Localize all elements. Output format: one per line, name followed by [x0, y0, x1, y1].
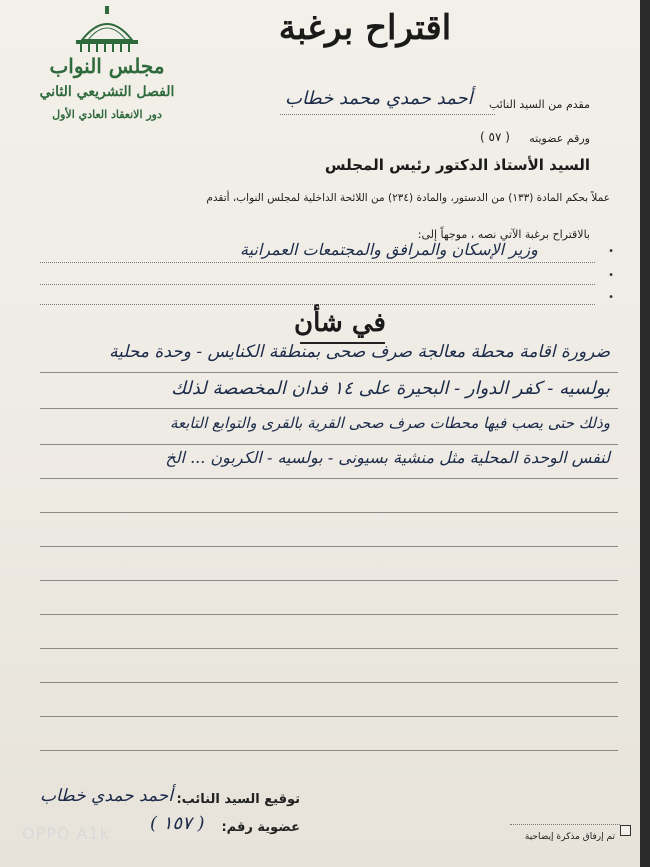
parliament-logo [22, 6, 192, 126]
proposal-label: بالاقتراح برغبة الآتي نصه ، موجهاً إلى: [417, 228, 590, 241]
bullet-2: • [608, 270, 614, 281]
body-line-4: لنفس الوحدة المحلية مثل منشية بسيونى - بولسيه - الكربون ... الخ [165, 448, 610, 467]
ruled-line [40, 614, 618, 615]
attachment-label: تم إرفاق مذكرة إيضاحية [524, 832, 615, 842]
dome-icon [72, 6, 142, 54]
membership-value: ( ٥٧ ) [480, 130, 510, 144]
submitted-by-line [280, 114, 495, 115]
ruled-line [40, 512, 618, 513]
membership-no-label: عضوية رقم: [221, 820, 300, 835]
signature-value: أحمد حمدي خطاب [40, 786, 173, 806]
submitted-by-value: أحمد حمدي محمد خطاب [285, 88, 473, 109]
body-line-2: بولسيه - كفر الدوار - البحيرة على ١٤ فدان المخصصة لذلك [171, 378, 610, 399]
table-background [640, 0, 650, 867]
ruled-line [40, 444, 618, 445]
ruled-line [40, 580, 618, 581]
attachment-checkbox [620, 825, 631, 836]
signature-label: توقيع السيد النائب: [176, 792, 300, 807]
attachment-line [510, 824, 620, 825]
recipient-line-3 [40, 304, 595, 305]
recipient-line-2 [40, 284, 595, 285]
logo-session: دور الانعقاد العادي الأول [52, 108, 162, 121]
body-line-3: وذلك حتى يصب فيها محطات صرف صحى القرية بالقرى والتوابع التابعة [169, 414, 610, 432]
ruled-line [40, 648, 618, 649]
membership-no-value: ( ١٥٧ ) [150, 813, 205, 834]
camera-watermark: OPPO A1k [22, 824, 110, 843]
ruled-line [40, 546, 618, 547]
ruled-line [40, 716, 618, 717]
recipient-value: وزير الإسكان والمرافق والمجتمعات العمرانية [240, 240, 538, 259]
subject-heading: في شأن [294, 308, 386, 338]
membership-label: ورقم عضويته [529, 132, 590, 145]
logo-title: مجلس النواب [49, 54, 165, 78]
submitted-by-label: مقدم من السيد النائب [488, 98, 590, 111]
intro-text: عملاً بحكم المادة (١٣٣) من الدستور، والمادة (٢٣٤) من اللائحة الداخلية لمجلس النواب، أتقدم [206, 192, 610, 204]
ruled-line [40, 372, 618, 373]
form-title: اقتراح برغبة [278, 8, 452, 48]
bullet-1: • [608, 246, 614, 257]
ruled-line [40, 408, 618, 409]
addressee: السيد الأستاذ الدكتور رئيس المجلس [324, 156, 590, 174]
ruled-line [40, 750, 618, 751]
body-line-1: ضرورة اقامة محطة معالجة صرف صحى بمنطقة الكنايس - وحدة محلية [109, 342, 610, 362]
logo-subtitle: الفصل التشريعي الثاني [39, 84, 175, 100]
bullet-3: • [608, 292, 614, 303]
recipient-line-1 [40, 262, 595, 263]
ruled-line [40, 478, 618, 479]
ruled-line [40, 682, 618, 683]
